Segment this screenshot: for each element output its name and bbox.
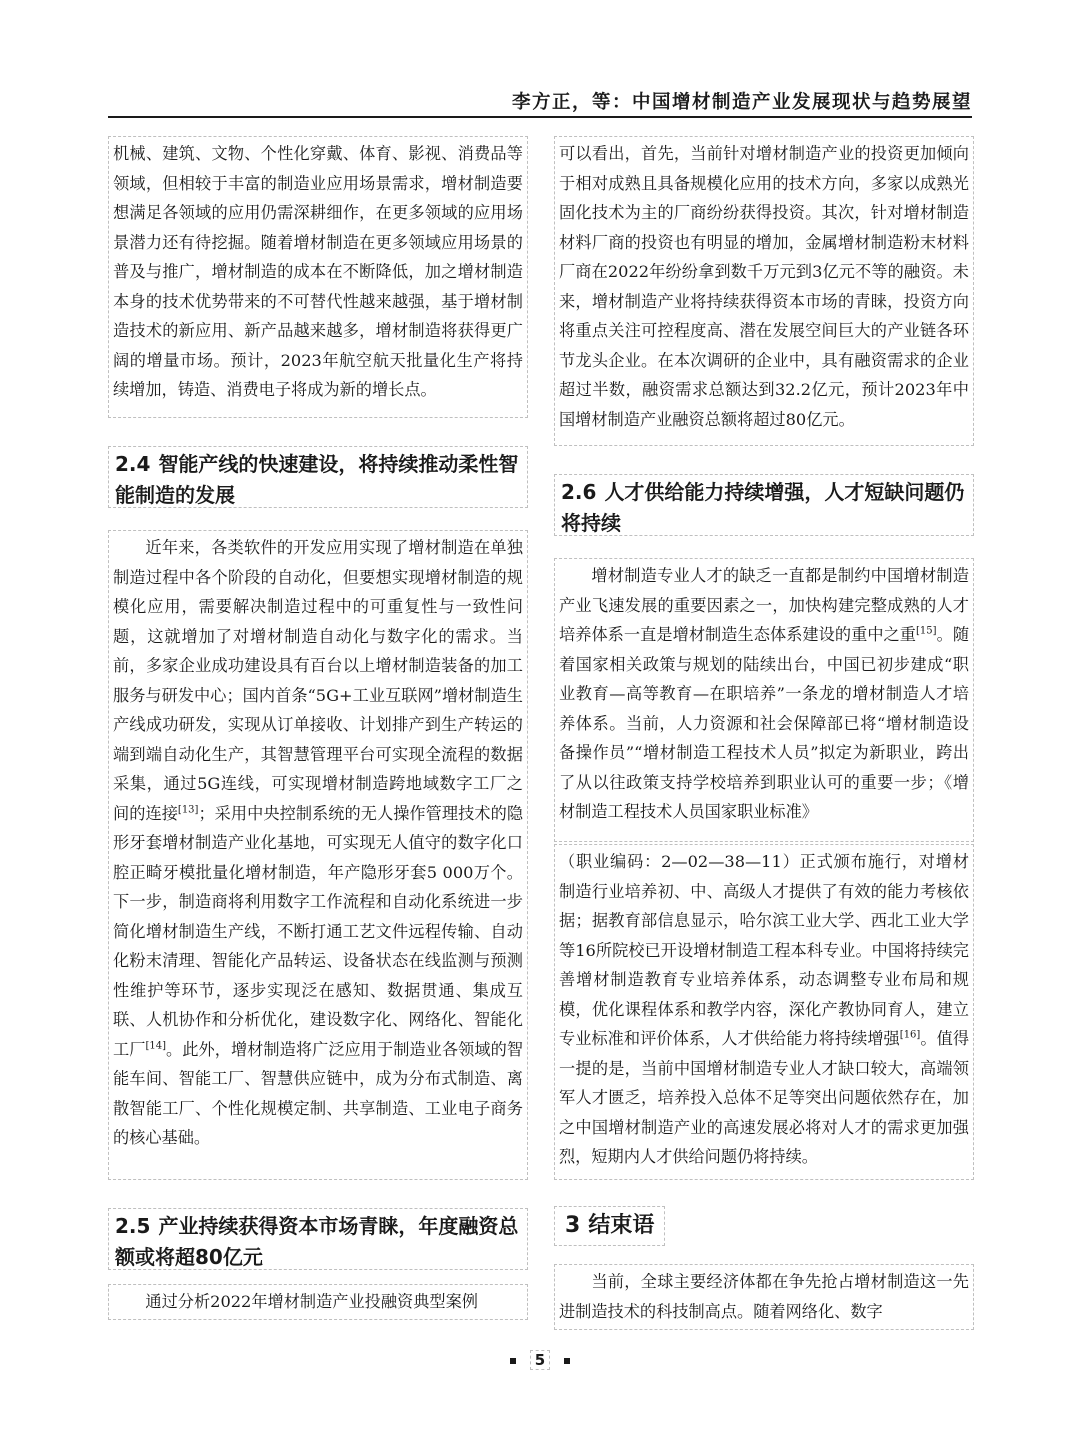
section-heading-2-5 — [108, 1208, 528, 1270]
citation: [14] — [145, 1040, 166, 1052]
left-column — [108, 136, 528, 1320]
section-title: 人才供给能力持续增强，人才短缺问题仍将持续 — [561, 480, 965, 535]
header-rule — [108, 116, 972, 118]
bullet-icon — [564, 1358, 570, 1364]
paragraph-smart-production — [108, 530, 528, 1180]
paragraph-application-fields — [108, 136, 528, 418]
running-header — [0, 84, 972, 118]
section-heading-3-wrapper — [554, 1206, 974, 1246]
section-number: 3 — [565, 1213, 581, 1238]
section-title: 结束语 — [588, 1213, 655, 1238]
paragraph-investment-analysis — [554, 136, 974, 446]
paragraph-talent-supply — [554, 558, 974, 842]
section-heading-2-4 — [108, 446, 528, 508]
section-heading-3 — [554, 1206, 665, 1246]
citation: [16] — [899, 1029, 921, 1041]
paragraph-conclusion-start — [554, 1264, 974, 1330]
paragraph-text: 通过分析2022年增材制造产业投融资典型案例 — [145, 1292, 478, 1311]
section-heading-2-6 — [554, 474, 974, 536]
running-header-text: 李方正，等：中国增材制造产业发展现状与趋势展望 — [511, 92, 972, 113]
paragraph-text: （职业编码：2—02—38—11）正式颁布施行，对增材制造行业培养初、中、高级人才提供了有效的能力考核依据；据教育部信息显示，哈尔滨工业大学、西北工业大学等16所院校已开设增材制造工程本科专业。中国将持续完善增材制造教育专业培养体系，动态调整专业布局和规模，优化课程体系和教学内容，深化产教协同育人，建立专业标准和评价体系，人才供给能力将持续增强[16]。值得一提的是，当前中国增材制造专业人才缺口较大，高端领军人才匮乏，培养投入总体不足等突出问题依然存在，加之中国增材制造产业的高速发展必将对人才的需求更加强烈，短期内人才供给问题仍将持续。 — [559, 852, 970, 1166]
right-column — [554, 136, 974, 1330]
bullet-icon — [510, 1358, 516, 1364]
citation: [15] — [916, 625, 937, 637]
paragraph-text: 可以看出，首先，当前针对增材制造产业的投资更加倾向于相对成熟且具备规模化应用的技术方向，多家以成熟光固化技术为主的厂商纷纷获得投资。其次，针对增材制造材料厂商的投资也有明显的增加，金属增材制造粉末材料厂商在2022年纷纷拿到数千万元到3亿元不等的融资。未来，增材制造产业将持续获得资本市场的青睐，投资方向将重点关注可控程度高、潜在发展空间巨大的产业链各环节龙头企业。在本次调研的企业中，具有融资需求的企业超过半数，融资需求总额达到32.2亿元，预计2023年中国增材制造产业融资总额将超过80亿元。 — [559, 144, 969, 429]
section-title: 智能产线的快速建设，将持续推动柔性智能制造的发展 — [115, 452, 519, 507]
section-title: 产业持续获得资本市场青睐，年度融资总额或将超80亿元 — [115, 1214, 519, 1269]
paragraph-talent-standards — [554, 844, 974, 1180]
paragraph-text: 近年来，各类软件的开发应用实现了增材制造在单独制造过程中各个阶段的自动化，但要想实现增材制造的规模化应用，需要解决制造过程中的可重复性与一致性问题，这就增加了对增材制造自动化与数字化的需求。当前，多家企业成功建设具有百台以上增材制造装备的加工服务与研发中心；国内首条“5G+工业互联网”增材制造生产线成功研发，实现从订单接收、计划排产到生产转运的端到端自动化生产，其智慧管理平台可实现全流程的数据采集，通过5G连线，可实现增材制造跨地域数字工厂之间的连接[13]；采用中央控制系统的无人操作管理技术的隐形牙套增材制造产业化基地，可实现无人值守的数字化口腔正畸牙模批量化增材制造，年产隐形牙套5 000万个。下一步，制造商将利用数字工作流程和自动化系统进一步简化增材制造生产线，不断打通工艺文件远程传输、自动化粉末清理、智能化产品转运、设备状态在线监测与预测性维护等环节，逐步实现泛在感知、数据贯通、集成互联、人机协作和分析优化，建设数字化、网络化、智能化工厂[14]。此外，增材制造将广泛应用于制造业各领域的智能车间、智能工厂、智慧供应链中，成为分布式制造、离散智能工厂、个性化规模定制、共享制造、工业电子商务的核心基础。 — [113, 538, 524, 1147]
page-number: 5 — [530, 1350, 550, 1370]
section-number: 2.5 — [115, 1214, 151, 1238]
paragraph-text: 机械、建筑、文物、个性化穿戴、体育、影视、消费品等领域，但相较于丰富的制造业应用场景需求，增材制造要想满足各领域的应用仍需深耕细作，在更多领域的应用场景潜力还有待挖掘。随着增材制造在更多领域应用场景的普及与推广，增材制造的成本在不断降低，加之增材制造本身的技术优势带来的不可替代性越来越强，基于增材制造技术的新应用、新产品越来越多，增材制造将获得更广阔的增量市场。预计，2023年航空航天批量化生产将持续增加，铸造、消费电子将成为新的增长点。 — [113, 144, 523, 399]
section-number: 2.4 — [115, 452, 151, 476]
page-footer — [0, 1350, 1080, 1370]
section-number: 2.6 — [561, 480, 597, 504]
citation: [13] — [177, 804, 199, 816]
paragraph-text: 当前，全球主要经济体都在争先抢占增材制造这一先进制造技术的科技制高点。随着网络化、数字 — [559, 1272, 969, 1321]
paragraph-investment-start — [108, 1284, 528, 1320]
paragraph-text: 增材制造专业人才的缺乏一直都是制约中国增材制造产业飞速发展的重要因素之一，加快构建完整成熟的人才培养体系一直是增材制造生态体系建设的重中之重[15]。随着国家相关政策与规划的陆续出台，中国已初步建成“职业教育—高等教育—在职培养”一条龙的增材制造人才培养体系。当前，人力资源和社会保障部已将“增材制造设备操作员”“增材制造工程技术人员”拟定为新职业，跨出了从以往政策支持学校培养到职业认可的重要一步；《增材制造工程技术人员国家职业标准》 — [559, 566, 970, 821]
